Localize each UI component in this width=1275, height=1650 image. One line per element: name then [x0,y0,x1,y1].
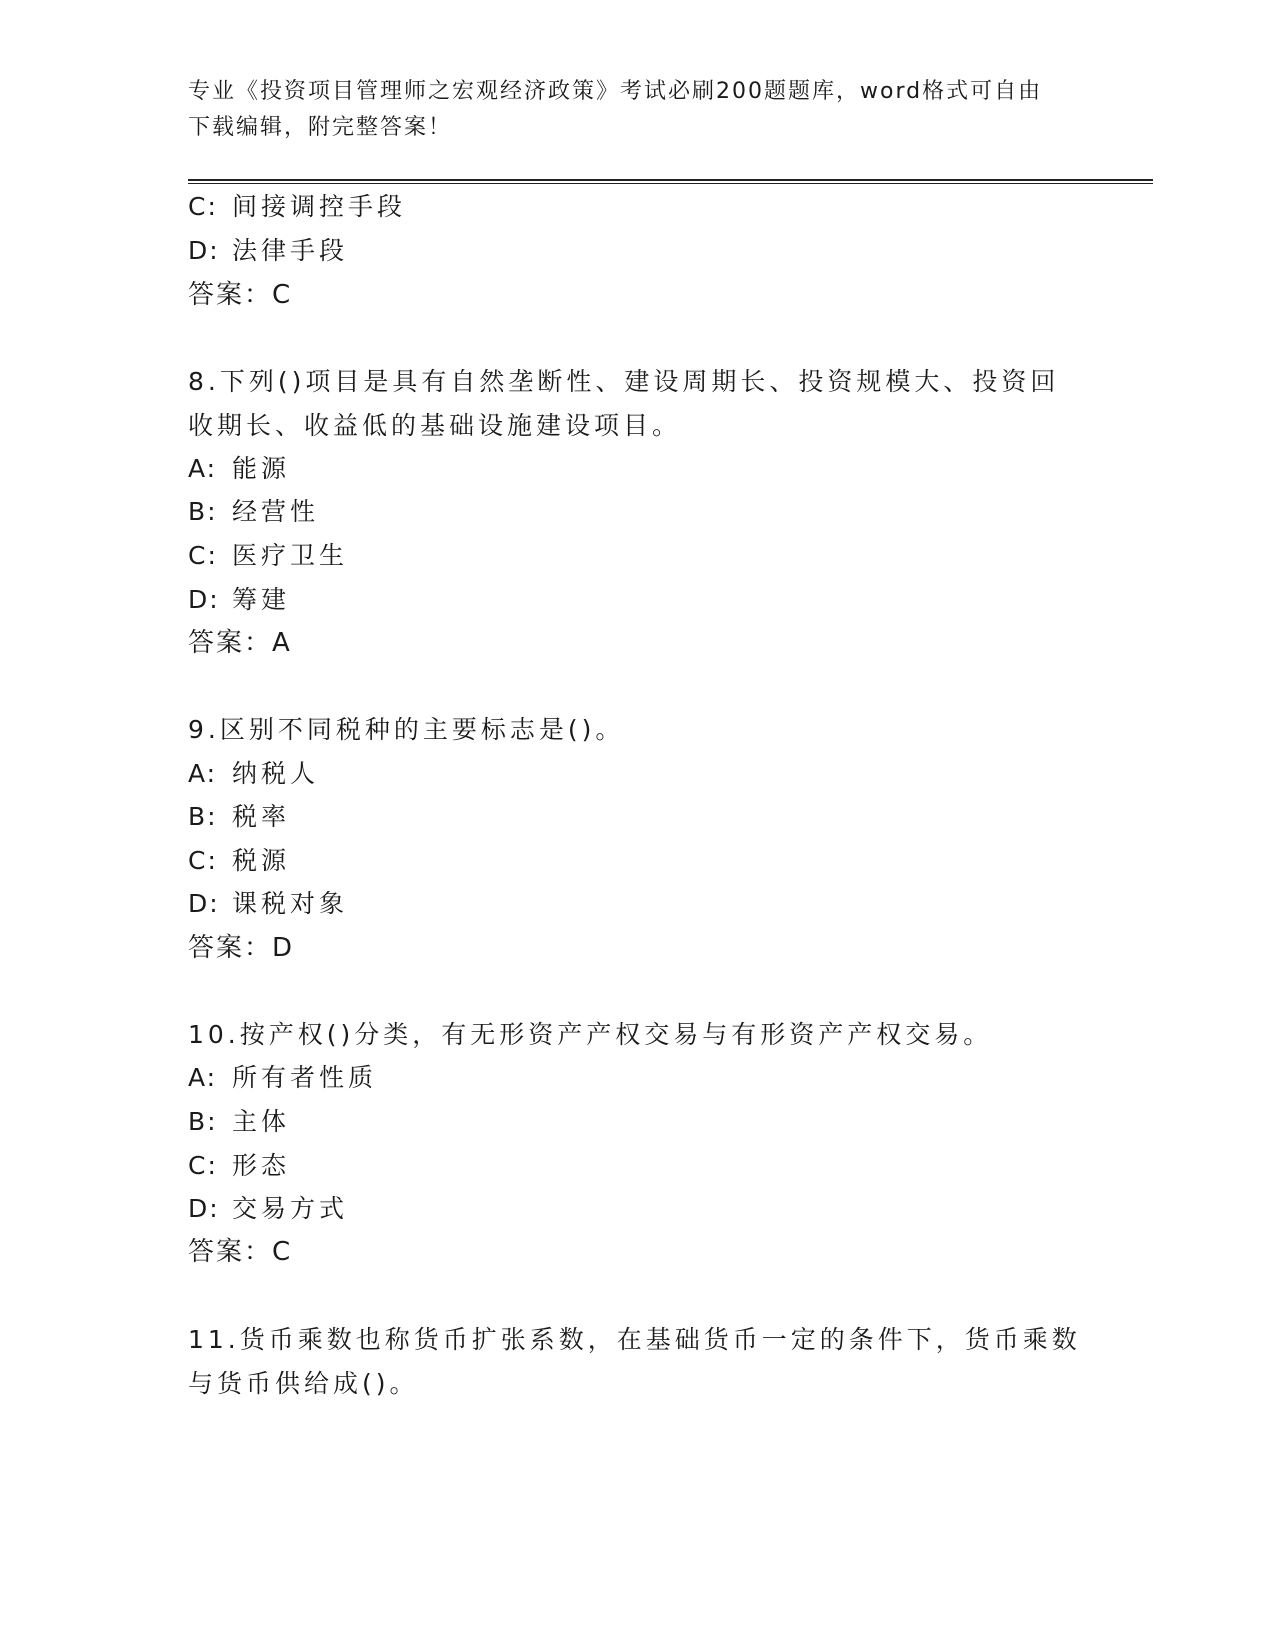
option-b [188,1107,290,1137]
header-line-2: 下载编辑，附完整答案！ [188,115,453,140]
option-text: 交易方式 [232,1194,349,1223]
option-text: 能源 [232,454,291,483]
option-key: D: [188,585,220,614]
option-key: B: [188,1107,218,1136]
option-key: A: [188,454,218,483]
option-b [188,802,290,832]
option-key: A: [188,759,218,788]
header-rule-thin [188,183,1153,184]
option-d [188,585,290,615]
option-key: D: [188,236,220,265]
option-key: A: [188,1063,218,1092]
option-text: 法律手段 [232,236,349,265]
option-text: 纳税人 [232,759,320,788]
answer-line: 答案：A [188,628,292,658]
option-c [188,192,406,222]
option-c [188,1151,290,1181]
option-text: 形态 [232,1151,291,1180]
option-key: C: [188,846,218,875]
option-key: B: [188,497,218,526]
option-key: D: [188,889,220,918]
option-a [188,759,319,789]
document-header [188,74,1068,146]
question-11-line-1: 11.货币乘数也称货币扩张系数，在基础货币一定的条件下，货币乘数 [188,1325,1081,1354]
option-key: C: [188,192,218,221]
option-c [188,846,290,876]
option-text: 课税对象 [232,889,349,918]
option-d [188,889,348,919]
header-line-1: 专业《投资项目管理师之宏观经济政策》考试必刷200题题库，word格式可自由 [188,79,1043,104]
answer-line: 答案：D [188,933,295,963]
question-9-line-1: 9.区别不同税种的主要标志是()。 [188,715,625,744]
option-text: 筹建 [232,585,291,614]
question-11-line-2: 与货币供给成()。 [188,1369,419,1398]
option-text: 主体 [232,1107,291,1136]
option-key: C: [188,541,218,570]
header-rule-thick [188,179,1153,181]
question-8-line-1: 8.下列()项目是具有自然垄断性、建设周期长、投资规模大、投资回 [188,367,1060,396]
option-d [188,236,348,266]
answer-line: 答案：C [188,1237,293,1267]
answer-line: 答案：C [188,280,293,310]
option-text: 间接调控手段 [232,192,407,221]
option-text: 税源 [232,846,291,875]
option-text: 所有者性质 [232,1063,378,1092]
option-a [188,454,290,484]
option-text: 医疗卫生 [232,541,349,570]
option-c [188,541,348,571]
option-text: 税率 [232,802,291,831]
option-text: 经营性 [232,497,320,526]
question-10-line-1: 10.按产权()分类，有无形资产产权交易与有形资产产权交易。 [188,1020,993,1049]
option-key: D: [188,1194,220,1223]
option-d [188,1194,348,1224]
option-key: B: [188,802,218,831]
option-b [188,497,319,527]
option-key: C: [188,1151,218,1180]
question-8-line-2: 收期长、收益低的基础设施建设项目。 [188,411,682,440]
option-a [188,1063,377,1093]
